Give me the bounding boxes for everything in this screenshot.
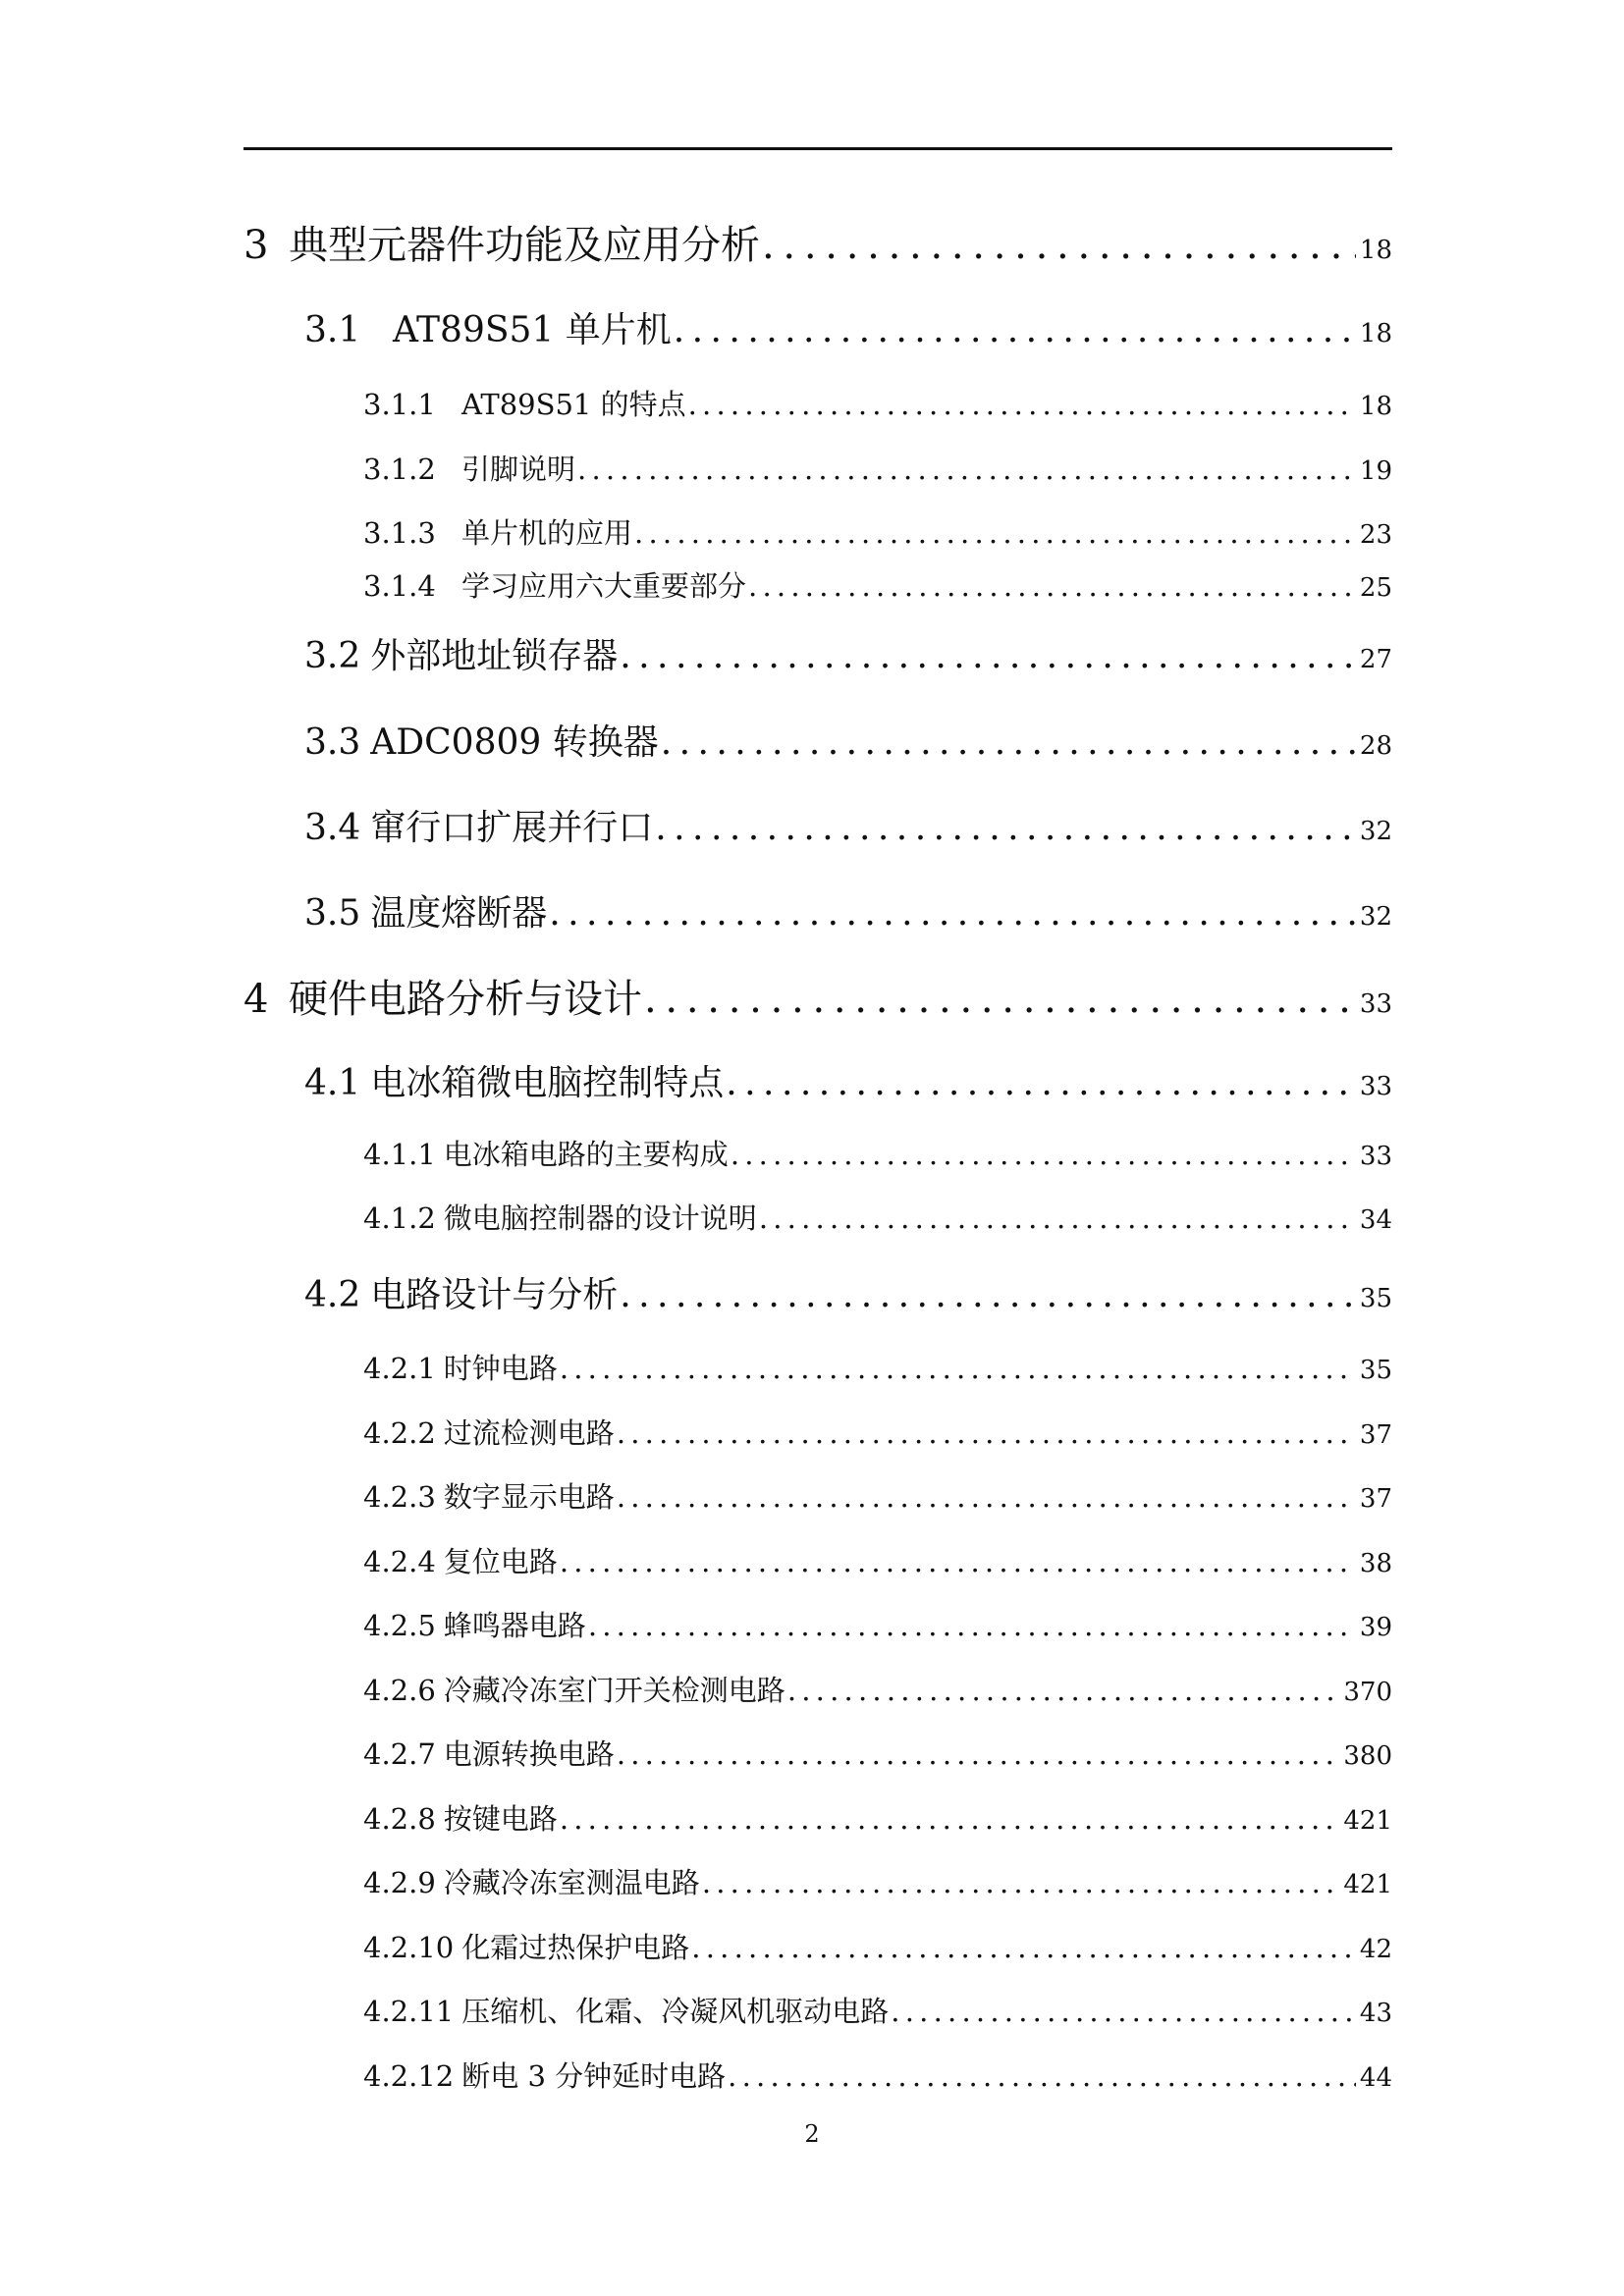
toc-leader (762, 223, 1356, 268)
toc-number: 3.5 (304, 893, 361, 934)
toc-page: 37 (1359, 1420, 1392, 1450)
toc-number: 4.2.1 (363, 1352, 436, 1385)
toc-number: 4.2.2 (363, 1416, 436, 1450)
toc-leader (620, 1275, 1356, 1315)
toc-entry[interactable] (363, 1604, 1392, 1644)
toc-page: 421 (1343, 1806, 1392, 1836)
toc-leader (549, 893, 1356, 934)
toc-leader (688, 388, 1356, 421)
toc-number: 4.2.8 (363, 1802, 436, 1836)
toc-entry[interactable] (363, 1733, 1392, 1773)
toc-entry[interactable] (363, 1347, 1392, 1387)
toc-page: 33 (1359, 1072, 1392, 1101)
toc-number: 3.1.4 (363, 569, 436, 603)
toc-page: 27 (1359, 645, 1392, 674)
toc-entry[interactable] (363, 1669, 1392, 1709)
toc-number: 3.1.1 (363, 388, 436, 421)
toc-leader (787, 1674, 1340, 1707)
toc-entry[interactable] (304, 1055, 1392, 1105)
toc-leader (674, 310, 1356, 350)
toc-entry[interactable] (363, 383, 1392, 423)
toc-leader (588, 1609, 1356, 1642)
toc-leader (577, 453, 1356, 486)
toc-number: 3 (244, 223, 269, 268)
toc-entry[interactable] (363, 1990, 1392, 2030)
toc-title: 断电 3 分钟延时电路 (461, 2059, 727, 2093)
toc-number: 3.1.3 (363, 516, 436, 550)
toc-page: 38 (1359, 1549, 1392, 1578)
toc-entry[interactable] (363, 1412, 1392, 1452)
toc-title: 外部地址锁存器 (370, 636, 619, 676)
toc-number: 4.2.12 (363, 2059, 455, 2093)
toc-number: 3.3 (304, 722, 361, 763)
toc-leader (560, 1545, 1356, 1578)
toc-entry[interactable] (363, 1540, 1392, 1580)
toc-title: 学习应用六大重要部分 (461, 569, 747, 603)
toc-title: 温度熔断器 (370, 893, 548, 934)
toc-entry[interactable] (363, 1475, 1392, 1516)
toc-page: 18 (1359, 392, 1392, 421)
toc-leader (661, 722, 1356, 763)
toc-page: 23 (1359, 520, 1392, 550)
toc-number: 4.2.10 (363, 1931, 455, 1964)
toc-title: ADC0809 转换器 (370, 722, 659, 763)
toc-leader (560, 1802, 1340, 1836)
toc-entry[interactable] (363, 564, 1392, 605)
toc-entry[interactable] (363, 1133, 1392, 1173)
toc-title: AT89S51 的特点 (461, 388, 686, 421)
toc-entry[interactable] (363, 1861, 1392, 1901)
toc-leader (691, 1931, 1356, 1964)
toc-title: 电路设计与分析 (370, 1275, 619, 1315)
toc-title: 引脚说明 (461, 453, 576, 486)
toc-page: 35 (1359, 1284, 1392, 1313)
toc-page: 370 (1343, 1678, 1392, 1707)
toc-leader (634, 516, 1356, 550)
toc-leader (617, 1737, 1340, 1771)
toc-entry[interactable] (304, 715, 1392, 765)
toc-title: 窜行口扩展并行口 (370, 808, 654, 848)
toc-number: 3.1.2 (363, 453, 436, 486)
toc-leader (617, 1480, 1356, 1514)
toc-page: 380 (1343, 1741, 1392, 1771)
toc-page: 28 (1359, 731, 1392, 761)
toc-entry[interactable] (363, 1197, 1392, 1237)
toc-leader (726, 1063, 1356, 1103)
toc-title: 按键电路 (443, 1802, 558, 1836)
toc-title: 化霜过热保护电路 (461, 1931, 690, 1964)
toc-leader (644, 977, 1356, 1022)
toc-title: 硬件电路分析与设计 (289, 977, 642, 1022)
toc-number: 4.2.4 (363, 1545, 436, 1578)
toc-page: 32 (1359, 902, 1392, 932)
page-number: 2 (804, 2120, 820, 2148)
toc-page: 33 (1359, 989, 1392, 1019)
toc-page: 44 (1359, 2063, 1392, 2093)
toc-entry[interactable] (304, 1267, 1392, 1317)
toc-page: 39 (1359, 1613, 1392, 1642)
toc-number: 4.2.11 (363, 1995, 455, 2028)
toc-number: 4 (244, 977, 269, 1022)
toc-number: 4.1.1 (363, 1138, 436, 1171)
toc-title: 冷藏冷冻室门开关检测电路 (443, 1674, 785, 1707)
toc-number: 4.2 (304, 1275, 361, 1315)
toc-leader (617, 1416, 1356, 1450)
toc-leader (702, 1866, 1340, 1899)
toc-leader (728, 2059, 1356, 2093)
toc-page: 34 (1359, 1205, 1392, 1235)
toc-leader (759, 1201, 1356, 1235)
toc-leader (891, 1995, 1356, 2028)
toc-number: 4.2.3 (363, 1480, 436, 1514)
toc-page: 19 (1359, 456, 1392, 486)
toc-leader (560, 1352, 1356, 1385)
toc-entry[interactable] (304, 885, 1392, 935)
toc-entry[interactable] (304, 628, 1392, 678)
toc-entry[interactable] (363, 1926, 1392, 1966)
toc-title: 典型元器件功能及应用分析 (289, 223, 760, 268)
toc-number: 3.1 (304, 310, 361, 350)
toc-page: 18 (1359, 319, 1392, 348)
toc-number: 4.1.2 (363, 1201, 436, 1235)
toc-title: 压缩机、化霜、冷凝风机驱动电路 (461, 1995, 890, 2028)
toc-entry[interactable] (244, 968, 1392, 1024)
toc-leader (620, 636, 1356, 676)
toc-page: 37 (1359, 1484, 1392, 1514)
toc-page: 18 (1359, 236, 1392, 265)
toc-entry[interactable] (304, 302, 1392, 352)
toc-title: 微电脑控制器的设计说明 (443, 1201, 757, 1235)
toc-page: 43 (1359, 1999, 1392, 2028)
toc-page: 42 (1359, 1935, 1392, 1964)
toc-title: 电源转换电路 (443, 1737, 615, 1771)
toc-page: 33 (1359, 1142, 1392, 1171)
toc-entry[interactable] (363, 1797, 1392, 1838)
toc-entry[interactable] (363, 511, 1392, 552)
toc-title: 冷藏冷冻室测温电路 (443, 1866, 700, 1899)
toc-number: 4.2.5 (363, 1609, 436, 1642)
toc-title: 复位电路 (443, 1545, 558, 1578)
toc-number: 3.4 (304, 808, 361, 848)
toc-leader (655, 808, 1356, 848)
toc-leader (731, 1138, 1356, 1171)
toc-title: 数字显示电路 (443, 1480, 615, 1514)
toc-number: 4.2.7 (363, 1737, 436, 1771)
toc-entry[interactable] (304, 800, 1392, 850)
toc-number: 4.2.6 (363, 1674, 436, 1707)
toc-title: 时钟电路 (443, 1352, 558, 1385)
toc-page: 35 (1359, 1356, 1392, 1385)
toc-title: 电冰箱电路的主要构成 (443, 1138, 729, 1171)
toc-page: 421 (1343, 1870, 1392, 1899)
toc-entry[interactable] (244, 214, 1392, 270)
toc-number: 3.2 (304, 636, 361, 676)
toc-page: 32 (1359, 817, 1392, 846)
toc-leader (748, 569, 1356, 603)
toc-title: 电冰箱微电脑控制特点 (370, 1063, 725, 1103)
toc-number: 4.1 (304, 1063, 361, 1103)
toc-title: 蜂鸣器电路 (443, 1609, 586, 1642)
toc-entry[interactable] (363, 448, 1392, 488)
toc-title: 单片机的应用 (461, 516, 633, 550)
toc-entry[interactable] (363, 2055, 1392, 2095)
toc-title: AT89S51 单片机 (393, 310, 672, 350)
toc-title: 过流检测电路 (443, 1416, 615, 1450)
toc-number: 4.2.9 (363, 1866, 436, 1899)
toc-page: 25 (1359, 573, 1392, 603)
